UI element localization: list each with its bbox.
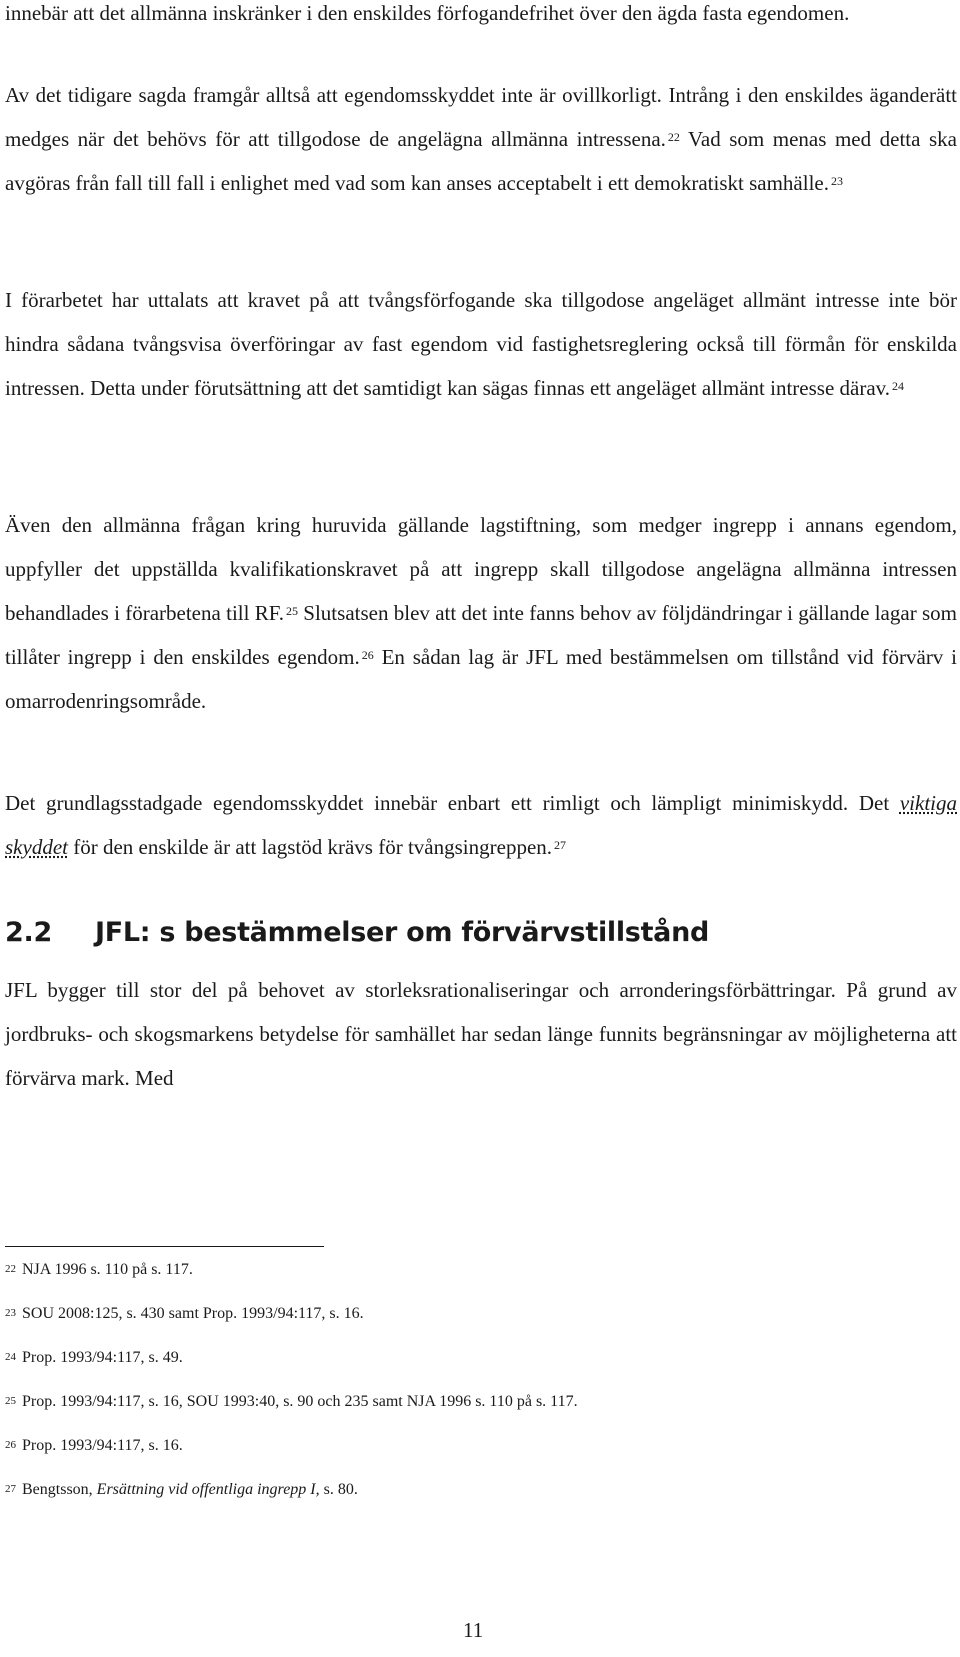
paragraph-text: Slutsatsen blev att det inte fanns behov av följdändringar i gällande lagar som tillåter ingrepp i den enskildes egendom. bbox=[5, 601, 957, 669]
document-page bbox=[5, 0, 957, 1657]
footnote-25 bbox=[5, 1390, 957, 1412]
paragraph-allmanna-fragan bbox=[5, 503, 957, 723]
footnote-23 bbox=[5, 1302, 957, 1324]
paragraph-jfl: JFL bygger till stor del på behovet av storleksrationaliseringar och arronderingsförbättringar. På grund av jordbruks- och skogsmarkens betydelse för samhället har sedan länge funnits begränsningar av möjligheterna att förvärva mark. Med bbox=[5, 978, 957, 1090]
footnote-ref-23[interactable]: 23 bbox=[830, 174, 843, 188]
footnote-number: 27 bbox=[5, 1483, 16, 1495]
section-number: 2.2 bbox=[5, 917, 52, 948]
paragraph-egendomsskydd bbox=[5, 73, 957, 205]
footnote-text: Bengtsson, bbox=[18, 1481, 97, 1498]
section-title: JFL: s bestämmelser om förvärvstillstånd bbox=[95, 917, 710, 948]
page-number: 11 bbox=[463, 1618, 484, 1642]
footnote-number: 22 bbox=[5, 1263, 16, 1275]
paragraph-text: Även den allmänna frågan kring huruvida gällande lagstiftning, som medger ingrepp i annans egendom, uppfyller det uppställda kvalifikationskravet på att ingrepp skall tillgodose angelägna allmänna intressen behandlades i förarbetena till RF. bbox=[5, 513, 957, 625]
footnote-ref-27[interactable]: 27 bbox=[554, 838, 567, 852]
paragraph-minimiskydd bbox=[5, 781, 957, 869]
footnote-ref-24[interactable]: 24 bbox=[892, 379, 905, 393]
paragraph-text: Det grundlagsstadgade egendomsskyddet innebär enbart ett rimligt och lämpligt minimiskydd. Det bbox=[5, 791, 900, 815]
footnote-text: SOU 2008:125, s. 430 samt Prop. 1993/94:117, s. 16. bbox=[18, 1305, 364, 1322]
paragraph-text: för den enskilde är att lagstöd krävs för tvångsingreppen. bbox=[67, 835, 553, 859]
footnote-italic-title: Ersättning vid offentliga ingrepp I, bbox=[96, 1481, 320, 1498]
footnote-text: Prop. 1993/94:117, s. 16, SOU 1993:40, s. 90 och 235 samt NJA 1996 s. 110 på s. 117. bbox=[18, 1393, 578, 1410]
footnote-number: 24 bbox=[5, 1351, 16, 1363]
footnote-text: NJA 1996 s. 110 på s. 117. bbox=[18, 1261, 193, 1278]
footnote-ref-26[interactable]: 26 bbox=[361, 648, 374, 662]
footnote-number: 26 bbox=[5, 1439, 16, 1451]
paragraph-text: Av det tidigare sagda framgår alltså att egendomsskyddet inte är ovillkorligt. Intrång i den enskildes äganderätt medges när det behövs för att tillgodose de angelägna allmänna intressena. bbox=[5, 83, 957, 151]
footnote-ref-25[interactable]: 25 bbox=[286, 604, 298, 618]
footnote-separator bbox=[5, 1246, 324, 1247]
paragraph-text: I förarbetet har uttalats att kravet på att tvångsförfogande ska tillgodose angeläget allmänt intresse inte bör hindra sådana tvångsvisa överföringar av fast egendom vid fastighetsreglering också till förmån för enskilda intressen. Detta under förutsättning att det samtidigt kan sägas finnas ett angeläget allmänt intresse därav. bbox=[5, 288, 957, 400]
footnote-text: Prop. 1993/94:117, s. 49. bbox=[18, 1349, 183, 1366]
section-heading bbox=[5, 916, 709, 950]
paragraph-text: En sådan lag är JFL med bestämmelsen om tillstånd vid förvärv i omarrodenringsområde. bbox=[5, 645, 957, 713]
footnote-text: s. 80. bbox=[319, 1481, 358, 1498]
footnote-number: 23 bbox=[5, 1307, 16, 1319]
paragraph-forarbetet bbox=[5, 278, 957, 410]
footnote-text: Prop. 1993/94:117, s. 16. bbox=[18, 1437, 183, 1454]
footnote-ref-22[interactable]: 22 bbox=[667, 130, 680, 144]
footnote-number: 25 bbox=[5, 1395, 16, 1407]
footnote-24 bbox=[5, 1346, 957, 1368]
paragraph-text: Vad som menas med detta ska avgöras från fall till fall i enlighet med vad som kan anses acceptabelt i ett demokratiskt samhälle. bbox=[5, 127, 957, 195]
italic-phrase: viktiga skyddet bbox=[5, 791, 957, 859]
paragraph-intro: innebär att det allmänna inskränker i den enskildes förfogandefrihet över den ägda fasta egendomen. bbox=[5, 1, 850, 25]
footnote-26 bbox=[5, 1434, 957, 1456]
footnote-22 bbox=[5, 1258, 957, 1280]
footnote-list bbox=[5, 1258, 957, 1522]
footnote-27 bbox=[5, 1478, 957, 1500]
